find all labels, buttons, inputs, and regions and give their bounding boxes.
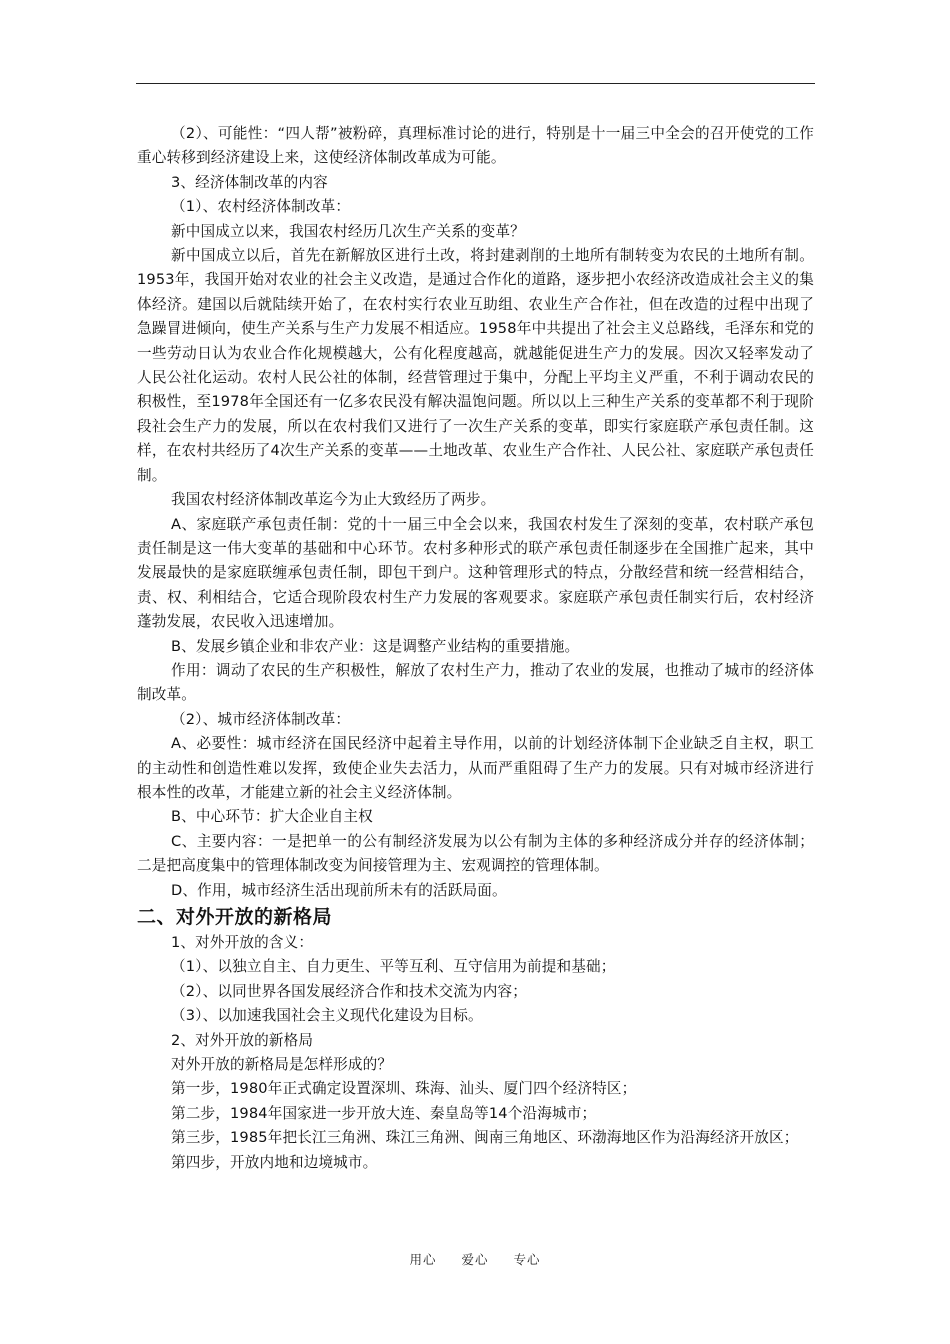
paragraph-opening-item-2: （2）、以同世界各国发展经济合作和技术交流为内容；: [171, 982, 527, 1000]
paragraph-rural-reform-title: （1）、农村经济体制改革：: [171, 198, 351, 216]
paragraph-township-enterprises: B、发展乡镇企业和非农产业：这是调整产业结构的重要措施。: [171, 637, 580, 655]
paragraph-effect: 作用：调动了农民的生产积极性，解放了农村生产力，推动了农业的发展，也推动了城市的经济体制改革。: [137, 661, 814, 704]
page-footer: [0, 1250, 950, 1268]
paragraph-opening-item-3: （3）、以加速我国社会主义现代化建设为目标。: [171, 1007, 483, 1025]
paragraph-question: 新中国成立以来，我国农村经历几次生产关系的变革？: [171, 222, 525, 240]
paragraph-opening-meaning: 1、对外开放的含义：: [171, 934, 314, 951]
paragraph-urban-effect: D、作用，城市经济生活出现前所未有的活跃局面。: [171, 881, 507, 899]
paragraph-step-4: 第四步，开放内地和边境城市。: [171, 1153, 378, 1171]
header-rule: [136, 83, 815, 84]
paragraph-step-1: 第一步，1980年正式确定设置深圳、珠海、汕头、厦门四个经济特区；: [171, 1080, 637, 1098]
paragraph-step-3: 第三步，1985年把长江三角洲、珠江三角洲、闽南三角地区、环渤海地区作为沿海经济开放区；: [171, 1129, 799, 1147]
paragraph-two-steps: 我国农村经济体制改革迄今为止大致经历了两步。: [171, 491, 496, 509]
footer-word-3: 专心: [513, 1252, 541, 1267]
paragraph-necessity: A、必要性：城市经济在国民经济中起着主导作用，以前的计划经济体制下企业缺乏自主权，职工的主动性和创造性难以发挥，致使企业失去活力，从而严重阻碍了生产力的发展。只有对城市经济进行根本性的改革，才能建立新的社会主义经济体制。: [137, 735, 814, 801]
paragraph-new-pattern-question: 对外开放的新格局是怎样形成的？: [171, 1056, 393, 1074]
paragraph-opening-item-1: （1）、以独立自主、自力更生、平等互利、互守信用为前提和基础；: [171, 958, 616, 976]
document-body: [137, 122, 814, 1175]
paragraph-rural-history: 新中国成立以后，首先在新解放区进行土改，将封建剥削的土地所有制转变为农民的土地所有制。1953年，我国开始对农业的社会主义改造，是通过合作化的道路，逐步把小农经济改造成社会主义的集体经济。建国以后就陆续开始了，在农村实行农业互助组、农业生产合作社，但在改造的过程中出现了急躁冒进倾向，使生产关系与生产力发展不相适应。1958年中共提出了社会主义总路线，毛泽东和党的一些劳动日认为农业合作化规模越大，公有化程度越高，就越能促进生产力的发展。因次又轻率发动了人民公社化运动。农村人民公社的体制，经营管理过于集中，分配上平均主义严重，不利于调动农民的积极性，至1978年全国还有一亿多农民没有解决温饱问题。所以以上三种生产关系的变革都不利于现阶段社会生产力的发展，所以在农村我们又进行了一次生产关系的变革，即实行家庭联产承包责任制。这样，在农村共经历了4次生产关系的变革——土地改革、农业生产合作社、人民公社、家庭联产承包责任制。: [137, 247, 814, 484]
paragraph-central-link: B、中心环节：扩大企业自主权: [171, 808, 373, 826]
paragraph-urban-reform-title: （2）、城市经济体制改革：: [171, 710, 351, 728]
footer-word-1: 用心: [409, 1252, 437, 1267]
paragraph-step-2: 第二步，1984年国家进一步开放大连、秦皇岛等14个沿海城市；: [171, 1104, 597, 1122]
paragraph-new-pattern-title: 2、对外开放的新格局: [171, 1031, 314, 1049]
section-heading: 二、对外开放的新格局: [137, 906, 333, 928]
paragraph-household-responsibility: A、家庭联产承包责任制：党的十一届三中全会以来，我国农村发生了深刻的变革，农村联产承包责任制是这一伟大变革的基础和中心环节。农村多种形式的联产承包责任制逐步在全国推广起来，其中发展最快的是家庭联缠承包责任制，即包干到户。这种管理形式的特点，分散经营和统一经营相结合，责、权、利相结合，它适合现阶段农村生产力发展的客观要求。家庭联产承包责任制实行后，农村经济蓬勃发展，农民收入迅速增加。: [137, 515, 814, 631]
footer-word-2: 爱心: [461, 1252, 489, 1267]
paragraph-possibility: （2）、可能性：“四人帮”被粉碎，真理标准讨论的进行，特别是十一届三中全会的召开使党的工作重心转移到经济建设上来，这使经济体制改革成为可能。: [137, 125, 814, 167]
paragraph-reform-content-title: 3、经济体制改革的内容: [171, 173, 328, 191]
paragraph-main-content: C、主要内容：一是把单一的公有制经济发展为以公有制为主体的多种经济成分并存的经济体制；二是把高度集中的管理体制改变为间接管理为主、宏观调控的管理体制。: [137, 832, 814, 875]
